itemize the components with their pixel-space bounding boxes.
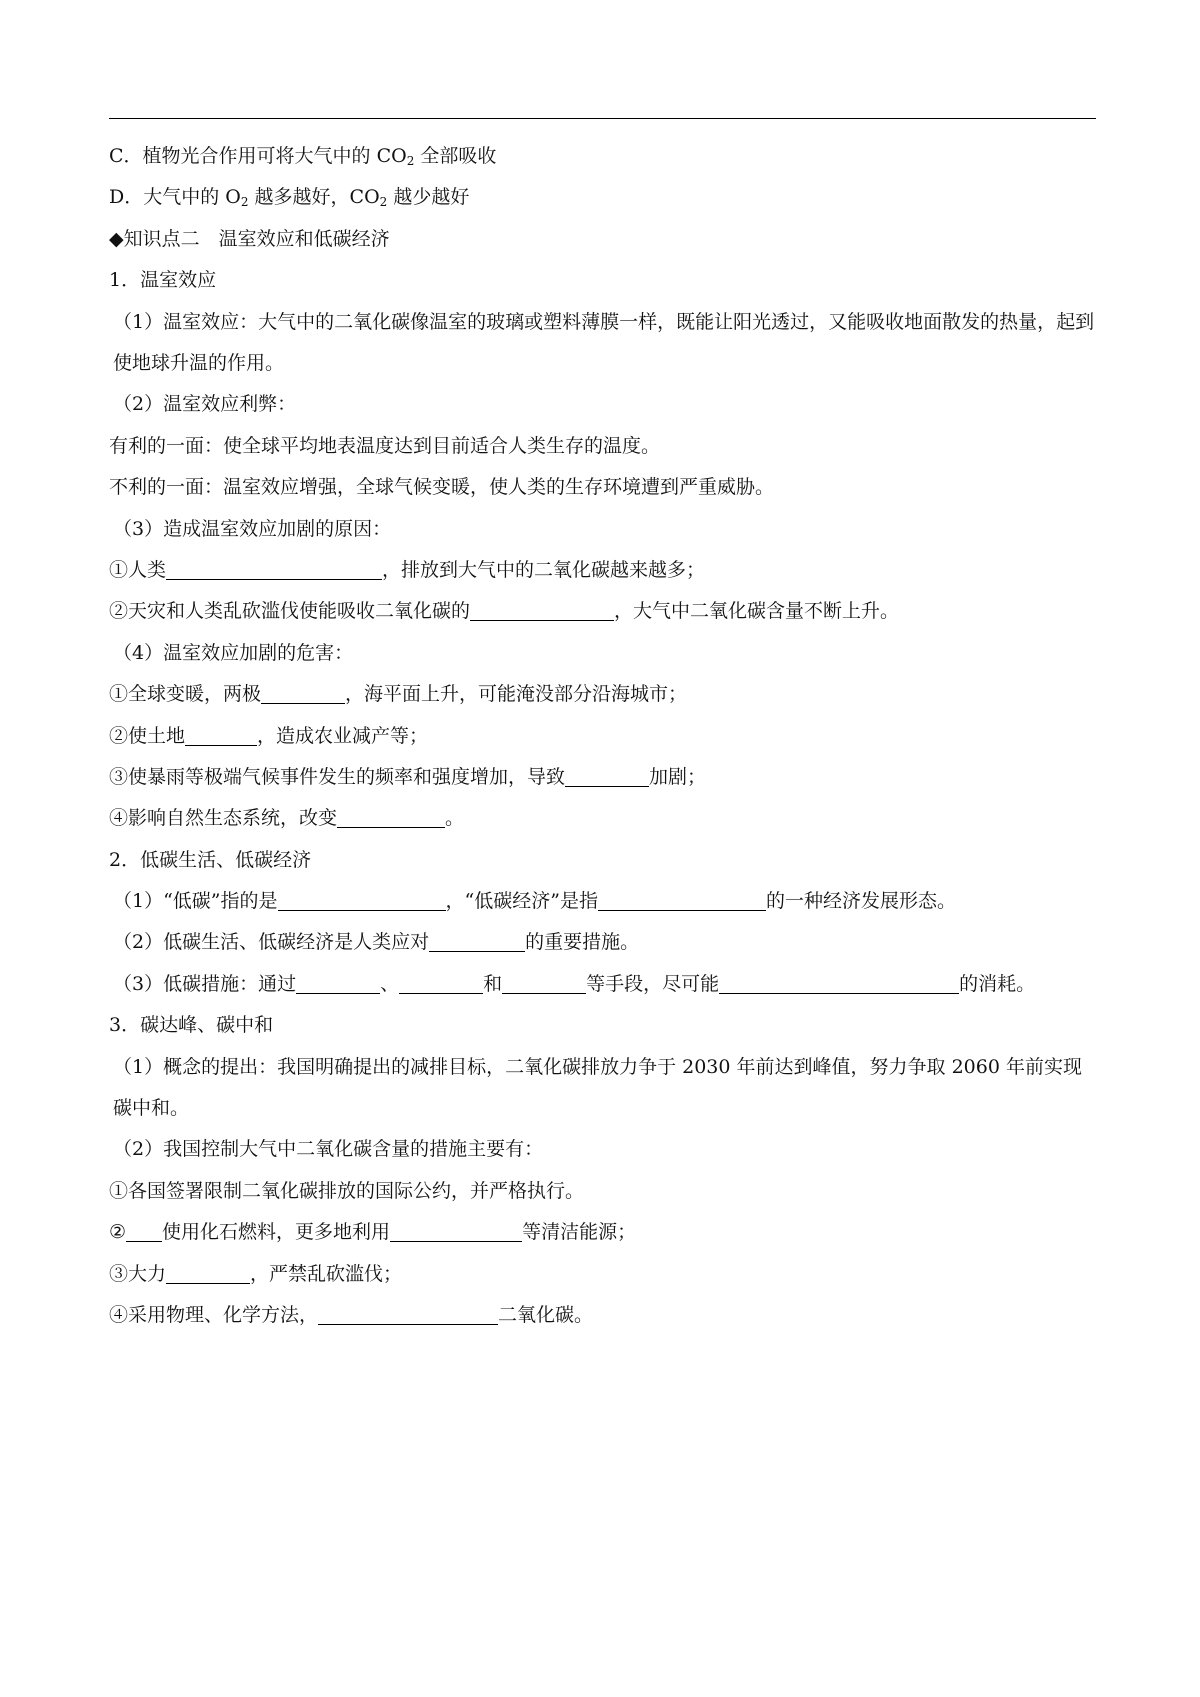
fill-blank[interactable]: [126, 1222, 162, 1242]
fill-blank[interactable]: [278, 891, 446, 911]
section-2-heading: 2．低碳生活、低碳经济: [109, 848, 312, 871]
greenhouse-effect-definition: （1）温室效应：大气中的二氧化碳像温室的玻璃或塑料薄膜一样，既能让阳光透过，又能吸收地面散发的热量，起到使地球升温的作用。: [113, 310, 1095, 374]
hazards-title: （4）温室效应加剧的危害：: [113, 641, 354, 664]
fill-blank[interactable]: [166, 1264, 250, 1284]
causes-title: （3）造成温室效应加剧的原因：: [113, 517, 392, 540]
fill-blank[interactable]: [565, 767, 649, 787]
fill-blank[interactable]: [318, 1305, 498, 1325]
hazard-item-1: ①全球变暖，两极 ，海平面上升，可能淹没部分沿海城市；: [109, 683, 688, 706]
fill-blank[interactable]: [337, 808, 445, 828]
header-rule: [109, 118, 1096, 119]
low-carbon-definition: （1）“低碳”指的是 ，“低碳经济”是指 的一种经济发展形态。: [113, 890, 956, 913]
section-3-heading: 3．碳达峰、碳中和: [109, 1014, 274, 1037]
fill-blank[interactable]: [598, 891, 766, 911]
option-c: C．植物光合作用可将大气中的 $CO_2$ 全部吸收: [109, 145, 497, 168]
knowledge-point-heading: ◆知识点二 温室效应和低碳经济: [109, 227, 390, 250]
low-carbon-measures: （3）低碳措施：通过 、 和 等手段，尽可能 的消耗。: [113, 972, 1036, 995]
concept-origin: （1）概念的提出：我国明确提出的减排目标，二氧化碳排放力争于 2030 年前达到峰值，努力争取 2060 年前实现碳中和。: [113, 1055, 1082, 1120]
control-measures-title: （2）我国控制大气中二氧化碳含量的措施主要有：: [113, 1138, 544, 1161]
fill-blank[interactable]: [399, 974, 483, 994]
measure-item-2: ② 使用化石燃料，更多地利用 等清洁能源；: [109, 1221, 637, 1244]
fill-blank[interactable]: [166, 560, 382, 580]
fill-blank[interactable]: [429, 932, 525, 952]
hazard-item-4: ④影响自然生态系统，改变 。: [109, 807, 465, 830]
option-d: D．大气中的 $O_2$ 越多越好，$CO_2$ 越少越好: [109, 186, 470, 210]
section-1-heading: 1．温室效应: [109, 269, 217, 292]
low-carbon-significance: （2）低碳生活、低碳经济是人类应对 的重要措施。: [113, 931, 640, 954]
fill-blank[interactable]: [502, 974, 586, 994]
pros-line: 有利的一面：使全球平均地表温度达到目前适合人类生存的温度。: [109, 434, 661, 457]
measure-item-3: ③大力 ，严禁乱砍滥伐；: [109, 1262, 403, 1285]
hazard-item-2: ②使土地 ，造成农业减产等；: [109, 724, 429, 747]
fill-blank[interactable]: [185, 726, 257, 746]
fill-blank[interactable]: [719, 974, 959, 994]
fill-blank[interactable]: [390, 1222, 522, 1242]
fill-blank[interactable]: [261, 684, 345, 704]
cause-item-1: ①人类 ，排放到大气中的二氧化碳越来越多；: [109, 558, 706, 581]
measure-item-4: ④采用物理、化学方法， 二氧化碳。: [109, 1304, 594, 1326]
hazard-item-3: ③使暴雨等极端气候事件发生的频率和强度增加，导致 加剧；: [109, 765, 707, 788]
fill-blank[interactable]: [470, 601, 614, 621]
cause-item-2: ②天灾和人类乱砍滥伐使能吸收二氧化碳的 ，大气中二氧化碳含量不断上升。: [109, 600, 900, 623]
measure-item-1: ①各国签署限制二氧化碳排放的国际公约，并严格执行。: [109, 1179, 585, 1202]
fill-blank[interactable]: [296, 974, 380, 994]
cons-line: 不利的一面：温室效应增强，全球气候变暖，使人类的生存环境遭到严重威胁。: [109, 476, 775, 499]
pros-cons-title: （2）温室效应利弊：: [113, 393, 297, 416]
worksheet-content: [109, 136, 1096, 1336]
